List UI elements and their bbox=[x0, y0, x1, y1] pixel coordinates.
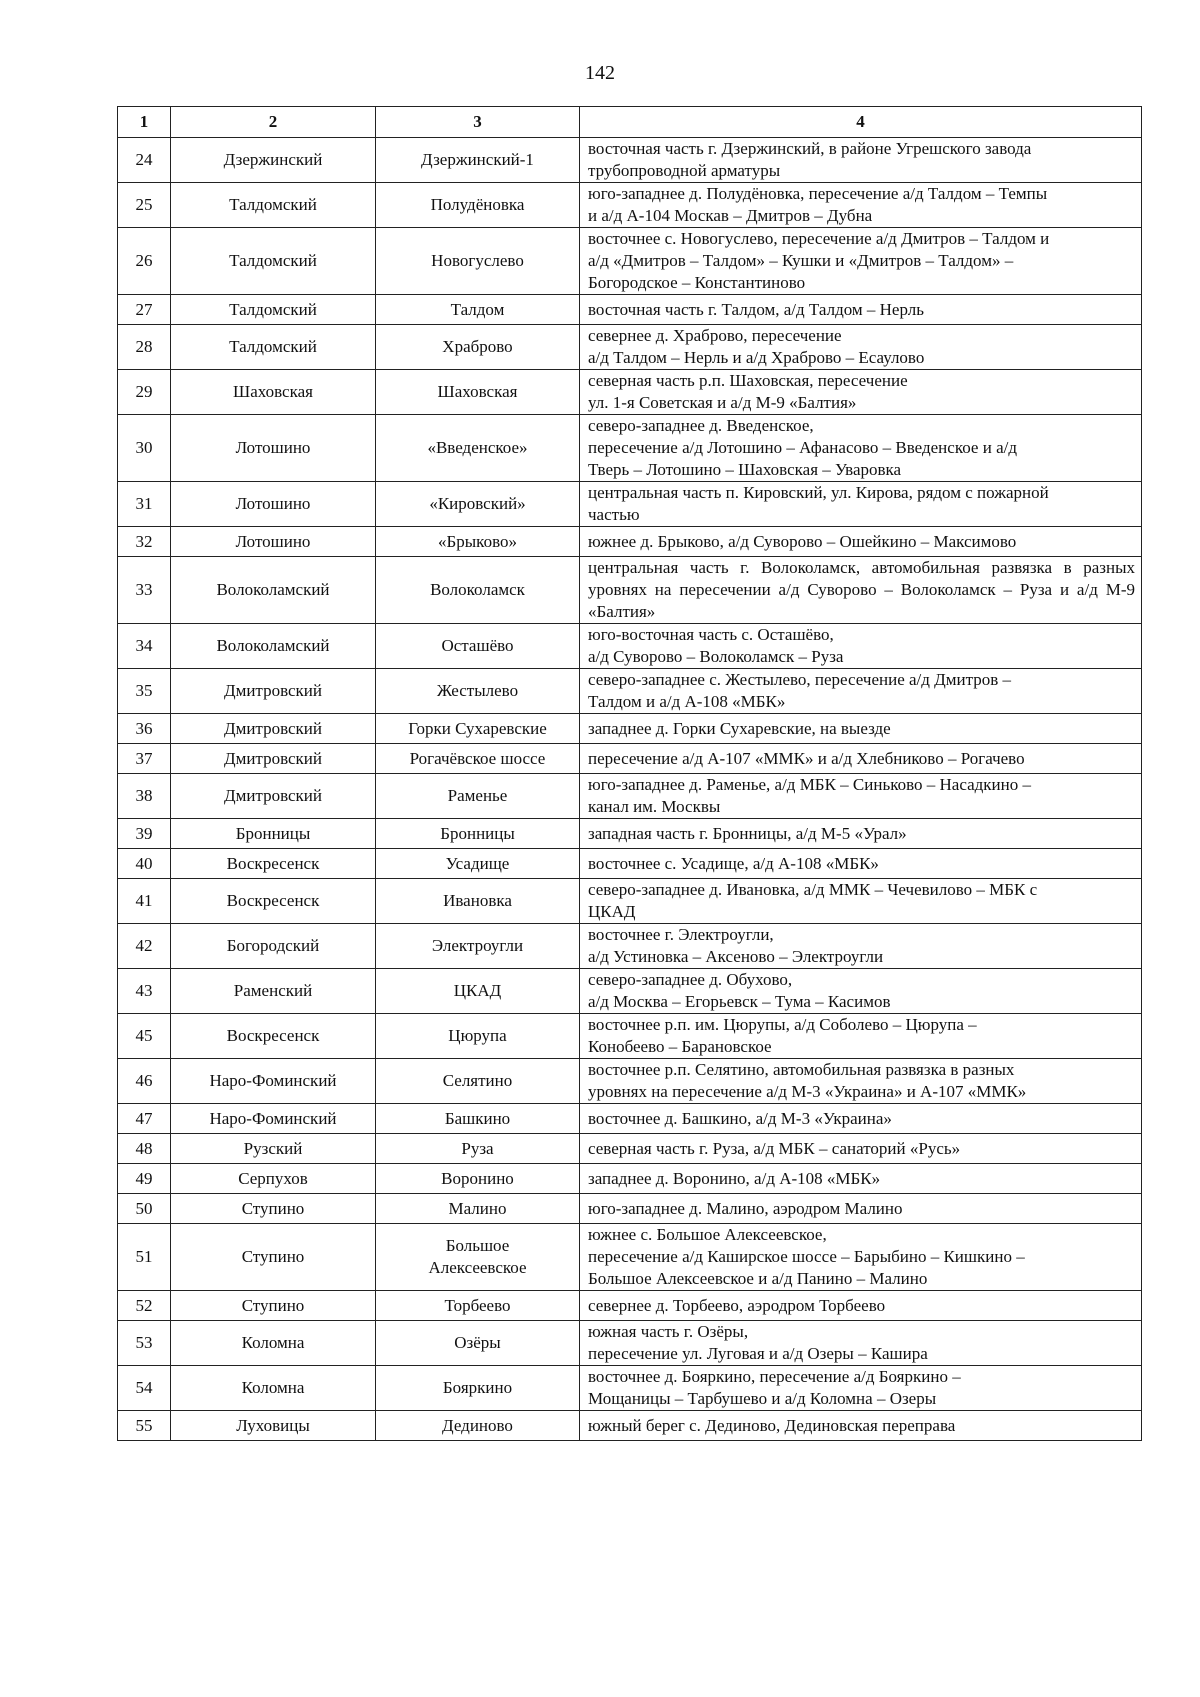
row-location-cell: юго-западнее д. Малино, аэродром Малино bbox=[580, 1194, 1142, 1224]
table-row bbox=[118, 1164, 1142, 1194]
row-district-cell: Дмитровский bbox=[171, 744, 376, 774]
row-location-cell: южная часть г. Озёры, пересечение ул. Луговая и а/д Озеры – Кашира bbox=[580, 1321, 1142, 1366]
row-name-cell: «Кировский» bbox=[376, 482, 580, 527]
row-location-cell: восточная часть г. Талдом, а/д Талдом – Нерль bbox=[580, 295, 1142, 325]
row-location-cell: юго-западнее д. Раменье, а/д МБК – Синьково – Насадкино – канал им. Москвы bbox=[580, 774, 1142, 819]
row-location-cell: юго-западнее д. Полудёновка, пересечение а/д Талдом – Темпы и а/д А-104 Москав – Дмитров – Дубна bbox=[580, 183, 1142, 228]
row-number-cell: 52 bbox=[118, 1291, 171, 1321]
table-row bbox=[118, 1224, 1142, 1291]
row-district-cell: Шаховская bbox=[171, 370, 376, 415]
row-district-cell: Луховицы bbox=[171, 1411, 376, 1441]
row-location-cell: северная часть г. Руза, а/д МБК – санаторий «Русь» bbox=[580, 1134, 1142, 1164]
table-row bbox=[118, 295, 1142, 325]
row-number-cell: 37 bbox=[118, 744, 171, 774]
row-name-cell: Руза bbox=[376, 1134, 580, 1164]
table-row bbox=[118, 744, 1142, 774]
row-location-cell: центральная часть г. Волоколамск, автомобильная развязка в разных уровнях на пересечении а/д Суворово – Волоколамск – Руза и а/д М-9 «Балтия» bbox=[580, 557, 1142, 624]
row-number-cell: 48 bbox=[118, 1134, 171, 1164]
row-location-cell: юго-восточная часть с. Осташёво, а/д Суворово – Волоколамск – Руза bbox=[580, 624, 1142, 669]
row-name-cell: Бояркино bbox=[376, 1366, 580, 1411]
row-district-cell: Воскресенск bbox=[171, 849, 376, 879]
row-name-cell: Башкино bbox=[376, 1104, 580, 1134]
row-number-cell: 34 bbox=[118, 624, 171, 669]
row-number-cell: 33 bbox=[118, 557, 171, 624]
row-name-cell: Цюрупа bbox=[376, 1014, 580, 1059]
row-name-cell: «Брыково» bbox=[376, 527, 580, 557]
row-district-cell: Волоколамский bbox=[171, 624, 376, 669]
row-name-cell: Торбеево bbox=[376, 1291, 580, 1321]
page-number: 142 bbox=[585, 62, 615, 84]
column-header-3: 3 bbox=[376, 107, 580, 138]
row-name-cell: Волоколамск bbox=[376, 557, 580, 624]
table-body bbox=[118, 138, 1142, 1441]
row-number-cell: 53 bbox=[118, 1321, 171, 1366]
row-location-cell: восточнее д. Бояркино, пересечение а/д Бояркино – Мощаницы – Тарбушево и а/д Коломна – Озеры bbox=[580, 1366, 1142, 1411]
row-name-cell: Воронино bbox=[376, 1164, 580, 1194]
row-name-cell: Храброво bbox=[376, 325, 580, 370]
row-name-cell: Шаховская bbox=[376, 370, 580, 415]
row-district-cell: Наро-Фоминский bbox=[171, 1104, 376, 1134]
row-location-cell: западнее д. Воронино, а/д А-108 «МБК» bbox=[580, 1164, 1142, 1194]
row-name-cell: Рогачёвское шоссе bbox=[376, 744, 580, 774]
row-location-cell: северо-западнее д. Ивановка, а/д ММК – Чечевилово – МБК с ЦКАД bbox=[580, 879, 1142, 924]
table-row bbox=[118, 228, 1142, 295]
table-row bbox=[118, 714, 1142, 744]
row-district-cell: Волоколамский bbox=[171, 557, 376, 624]
row-number-cell: 42 bbox=[118, 924, 171, 969]
row-location-cell: южный берег с. Дединово, Дединовская переправа bbox=[580, 1411, 1142, 1441]
row-name-cell: Осташёво bbox=[376, 624, 580, 669]
table-row bbox=[118, 774, 1142, 819]
table-row bbox=[118, 415, 1142, 482]
row-name-cell: Ивановка bbox=[376, 879, 580, 924]
row-number-cell: 36 bbox=[118, 714, 171, 744]
table-header bbox=[118, 107, 1142, 138]
table-row bbox=[118, 1104, 1142, 1134]
row-district-cell: Талдомский bbox=[171, 183, 376, 228]
row-number-cell: 27 bbox=[118, 295, 171, 325]
row-location-cell: восточнее с. Новогуслево, пересечение а/д Дмитров – Талдом и а/д «Дмитров – Талдом» – Кушки и «Дмитров – Талдом» – Богородское – Константиново bbox=[580, 228, 1142, 295]
row-district-cell: Ступино bbox=[171, 1291, 376, 1321]
row-number-cell: 47 bbox=[118, 1104, 171, 1134]
row-number-cell: 46 bbox=[118, 1059, 171, 1104]
row-number-cell: 50 bbox=[118, 1194, 171, 1224]
column-header-1: 1 bbox=[118, 107, 171, 138]
row-location-cell: северо-западнее д. Обухово, а/д Москва – Егорьевск – Тума – Касимов bbox=[580, 969, 1142, 1014]
row-name-cell: Электроугли bbox=[376, 924, 580, 969]
row-district-cell: Лотошино bbox=[171, 415, 376, 482]
table-row bbox=[118, 527, 1142, 557]
row-name-cell: Полудёновка bbox=[376, 183, 580, 228]
row-district-cell: Ступино bbox=[171, 1194, 376, 1224]
row-number-cell: 25 bbox=[118, 183, 171, 228]
row-district-cell: Дзержинский bbox=[171, 138, 376, 183]
table-row bbox=[118, 924, 1142, 969]
row-name-cell: Жестылево bbox=[376, 669, 580, 714]
row-number-cell: 39 bbox=[118, 819, 171, 849]
table-row bbox=[118, 1194, 1142, 1224]
row-number-cell: 51 bbox=[118, 1224, 171, 1291]
table-row bbox=[118, 1366, 1142, 1411]
checkpoints-table bbox=[117, 106, 1142, 1441]
row-number-cell: 54 bbox=[118, 1366, 171, 1411]
row-name-cell: Дзержинский-1 bbox=[376, 138, 580, 183]
row-district-cell: Лотошино bbox=[171, 527, 376, 557]
table-row bbox=[118, 1134, 1142, 1164]
row-location-cell: восточнее р.п. Селятино, автомобильная развязка в разных уровнях на пересечение а/д М-3 «Украина» и А-107 «ММК» bbox=[580, 1059, 1142, 1104]
table-row bbox=[118, 370, 1142, 415]
row-location-cell: севернее д. Храброво, пересечение а/д Талдом – Нерль и а/д Храброво – Есаулово bbox=[580, 325, 1142, 370]
table-row bbox=[118, 624, 1142, 669]
column-header-4: 4 bbox=[580, 107, 1142, 138]
table-row bbox=[118, 557, 1142, 624]
row-location-cell: центральная часть п. Кировский, ул. Кирова, рядом с пожарной частью bbox=[580, 482, 1142, 527]
row-number-cell: 38 bbox=[118, 774, 171, 819]
table-row bbox=[118, 1321, 1142, 1366]
row-number-cell: 30 bbox=[118, 415, 171, 482]
row-name-cell: «Введенское» bbox=[376, 415, 580, 482]
row-name-cell: Новогуслево bbox=[376, 228, 580, 295]
row-number-cell: 55 bbox=[118, 1411, 171, 1441]
table-row bbox=[118, 669, 1142, 714]
row-name-cell: Малино bbox=[376, 1194, 580, 1224]
row-district-cell: Дмитровский bbox=[171, 774, 376, 819]
row-district-cell: Серпухов bbox=[171, 1164, 376, 1194]
column-header-2: 2 bbox=[171, 107, 376, 138]
row-number-cell: 45 bbox=[118, 1014, 171, 1059]
row-location-cell: севернее д. Торбеево, аэродром Торбеево bbox=[580, 1291, 1142, 1321]
row-number-cell: 49 bbox=[118, 1164, 171, 1194]
row-number-cell: 41 bbox=[118, 879, 171, 924]
table-row bbox=[118, 325, 1142, 370]
row-number-cell: 32 bbox=[118, 527, 171, 557]
table-row bbox=[118, 482, 1142, 527]
row-district-cell: Раменский bbox=[171, 969, 376, 1014]
row-district-cell: Дмитровский bbox=[171, 669, 376, 714]
row-number-cell: 26 bbox=[118, 228, 171, 295]
row-district-cell: Воскресенск bbox=[171, 879, 376, 924]
row-district-cell: Воскресенск bbox=[171, 1014, 376, 1059]
row-location-cell: южнее с. Большое Алексеевское, пересечение а/д Каширское шоссе – Барыбино – Кишкино – Большое Алексеевское и а/д Панино – Малино bbox=[580, 1224, 1142, 1291]
row-number-cell: 40 bbox=[118, 849, 171, 879]
row-district-cell: Лотошино bbox=[171, 482, 376, 527]
row-location-cell: северо-западнее д. Введенское, пересечение а/д Лотошино – Афанасово – Введенское и а/д Тверь – Лотошино – Шаховская – Уваровка bbox=[580, 415, 1142, 482]
row-number-cell: 35 bbox=[118, 669, 171, 714]
row-district-cell: Коломна bbox=[171, 1321, 376, 1366]
row-district-cell: Наро-Фоминский bbox=[171, 1059, 376, 1104]
table-row bbox=[118, 819, 1142, 849]
table-row bbox=[118, 879, 1142, 924]
row-name-cell: Дединово bbox=[376, 1411, 580, 1441]
row-location-cell: восточнее р.п. им. Цюрупы, а/д Соболево – Цюрупа – Конобеево – Барановское bbox=[580, 1014, 1142, 1059]
row-name-cell: Горки Сухаревские bbox=[376, 714, 580, 744]
row-location-cell: восточная часть г. Дзержинский, в районе Угрешского завода трубопроводной арматуры bbox=[580, 138, 1142, 183]
row-name-cell: Большое Алексеевское bbox=[376, 1224, 580, 1291]
table-row bbox=[118, 969, 1142, 1014]
row-district-cell: Талдомский bbox=[171, 295, 376, 325]
row-number-cell: 28 bbox=[118, 325, 171, 370]
table-row bbox=[118, 1411, 1142, 1441]
row-location-cell: восточнее г. Электроугли, а/д Устиновка – Аксеново – Электроугли bbox=[580, 924, 1142, 969]
row-location-cell: северная часть р.п. Шаховская, пересечение ул. 1-я Советская и а/д М-9 «Балтия» bbox=[580, 370, 1142, 415]
row-location-cell: восточнее д. Башкино, а/д М-3 «Украина» bbox=[580, 1104, 1142, 1134]
row-number-cell: 31 bbox=[118, 482, 171, 527]
row-name-cell: Бронницы bbox=[376, 819, 580, 849]
table-row bbox=[118, 1059, 1142, 1104]
row-location-cell: западная часть г. Бронницы, а/д М-5 «Урал» bbox=[580, 819, 1142, 849]
row-location-cell: северо-западнее с. Жестылево, пересечение а/д Дмитров – Талдом и а/д А-108 «МБК» bbox=[580, 669, 1142, 714]
row-name-cell: ЦКАД bbox=[376, 969, 580, 1014]
row-location-cell: южнее д. Брыково, а/д Суворово – Ошейкино – Максимово bbox=[580, 527, 1142, 557]
table-row bbox=[118, 183, 1142, 228]
row-district-cell: Талдомский bbox=[171, 228, 376, 295]
row-name-cell: Раменье bbox=[376, 774, 580, 819]
row-location-cell: восточнее с. Усадище, а/д А-108 «МБК» bbox=[580, 849, 1142, 879]
row-district-cell: Ступино bbox=[171, 1224, 376, 1291]
table-row bbox=[118, 138, 1142, 183]
row-name-cell: Усадище bbox=[376, 849, 580, 879]
row-name-cell: Озёры bbox=[376, 1321, 580, 1366]
row-district-cell: Бронницы bbox=[171, 819, 376, 849]
row-number-cell: 43 bbox=[118, 969, 171, 1014]
row-district-cell: Коломна bbox=[171, 1366, 376, 1411]
row-number-cell: 29 bbox=[118, 370, 171, 415]
row-name-cell: Селятино bbox=[376, 1059, 580, 1104]
table-row bbox=[118, 849, 1142, 879]
row-location-cell: пересечение а/д А-107 «ММК» и а/д Хлебниково – Рогачево bbox=[580, 744, 1142, 774]
row-district-cell: Дмитровский bbox=[171, 714, 376, 744]
row-district-cell: Рузский bbox=[171, 1134, 376, 1164]
row-location-cell: западнее д. Горки Сухаревские, на выезде bbox=[580, 714, 1142, 744]
row-name-cell: Талдом bbox=[376, 295, 580, 325]
row-number-cell: 24 bbox=[118, 138, 171, 183]
row-district-cell: Богородский bbox=[171, 924, 376, 969]
table-row bbox=[118, 1014, 1142, 1059]
row-district-cell: Талдомский bbox=[171, 325, 376, 370]
table-row bbox=[118, 1291, 1142, 1321]
